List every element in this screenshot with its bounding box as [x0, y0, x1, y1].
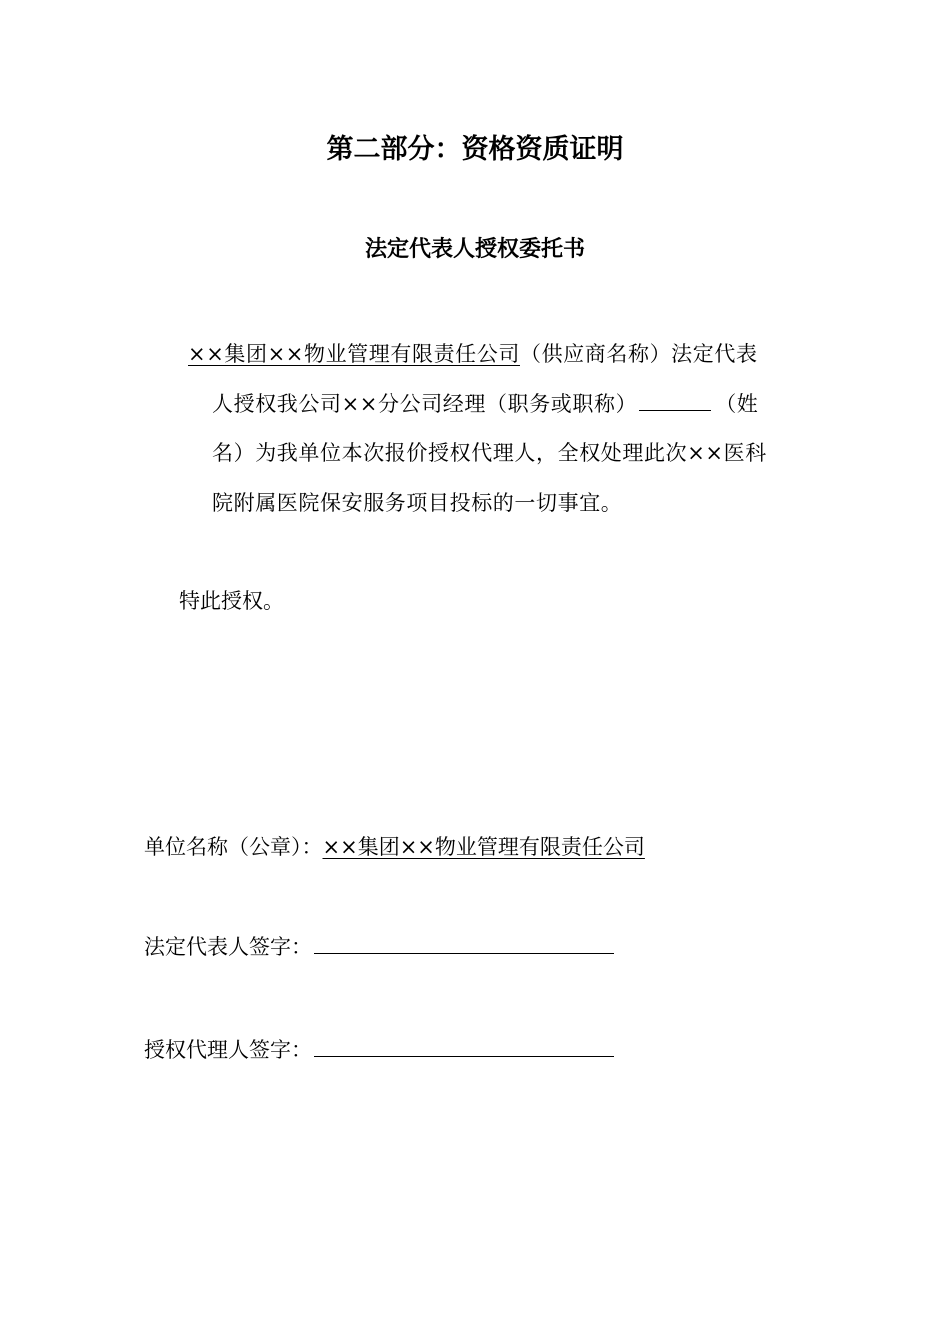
- legal-representative-signature-row: [144, 929, 614, 965]
- company-seal-row: [144, 829, 645, 865]
- body-line-1-suffix: （供应商名称）法定代表: [519, 342, 758, 366]
- company-label: 单位名称（公章）：: [144, 835, 323, 859]
- closing-statement: 特此授权。: [179, 589, 284, 613]
- body-line-2-suffix: （姓: [715, 391, 759, 416]
- name-blank-field[interactable]: [639, 392, 711, 411]
- legal-representative-signature-field[interactable]: [314, 933, 614, 954]
- authorized-agent-signature-row: [144, 1032, 614, 1068]
- body-line-4: 院附属医院保安服务项目投标的一切事宜。: [212, 490, 623, 515]
- company-name-value: ××集团××物业管理有限责任公司: [322, 835, 645, 859]
- authorized-agent-label: 授权代理人签字：: [144, 1038, 312, 1062]
- body-line-2-prefix: 人授权我公司××分公司经理（职务或职称）: [212, 391, 638, 416]
- supplier-name: ××集团××物业管理有限责任公司: [188, 342, 520, 366]
- authorization-body: [188, 330, 808, 528]
- authorized-agent-signature-field[interactable]: [314, 1036, 614, 1057]
- section-title: 第二部分：资格资质证明: [326, 134, 624, 165]
- document-title: 法定代表人授权委托书: [364, 237, 585, 262]
- body-line-3: 名）为我单位本次报价授权代理人，全权处理此次××医科: [212, 441, 767, 465]
- legal-representative-label: 法定代表人签字：: [144, 935, 312, 959]
- body-line-1: [188, 330, 808, 380]
- body-line-2: [188, 380, 808, 430]
